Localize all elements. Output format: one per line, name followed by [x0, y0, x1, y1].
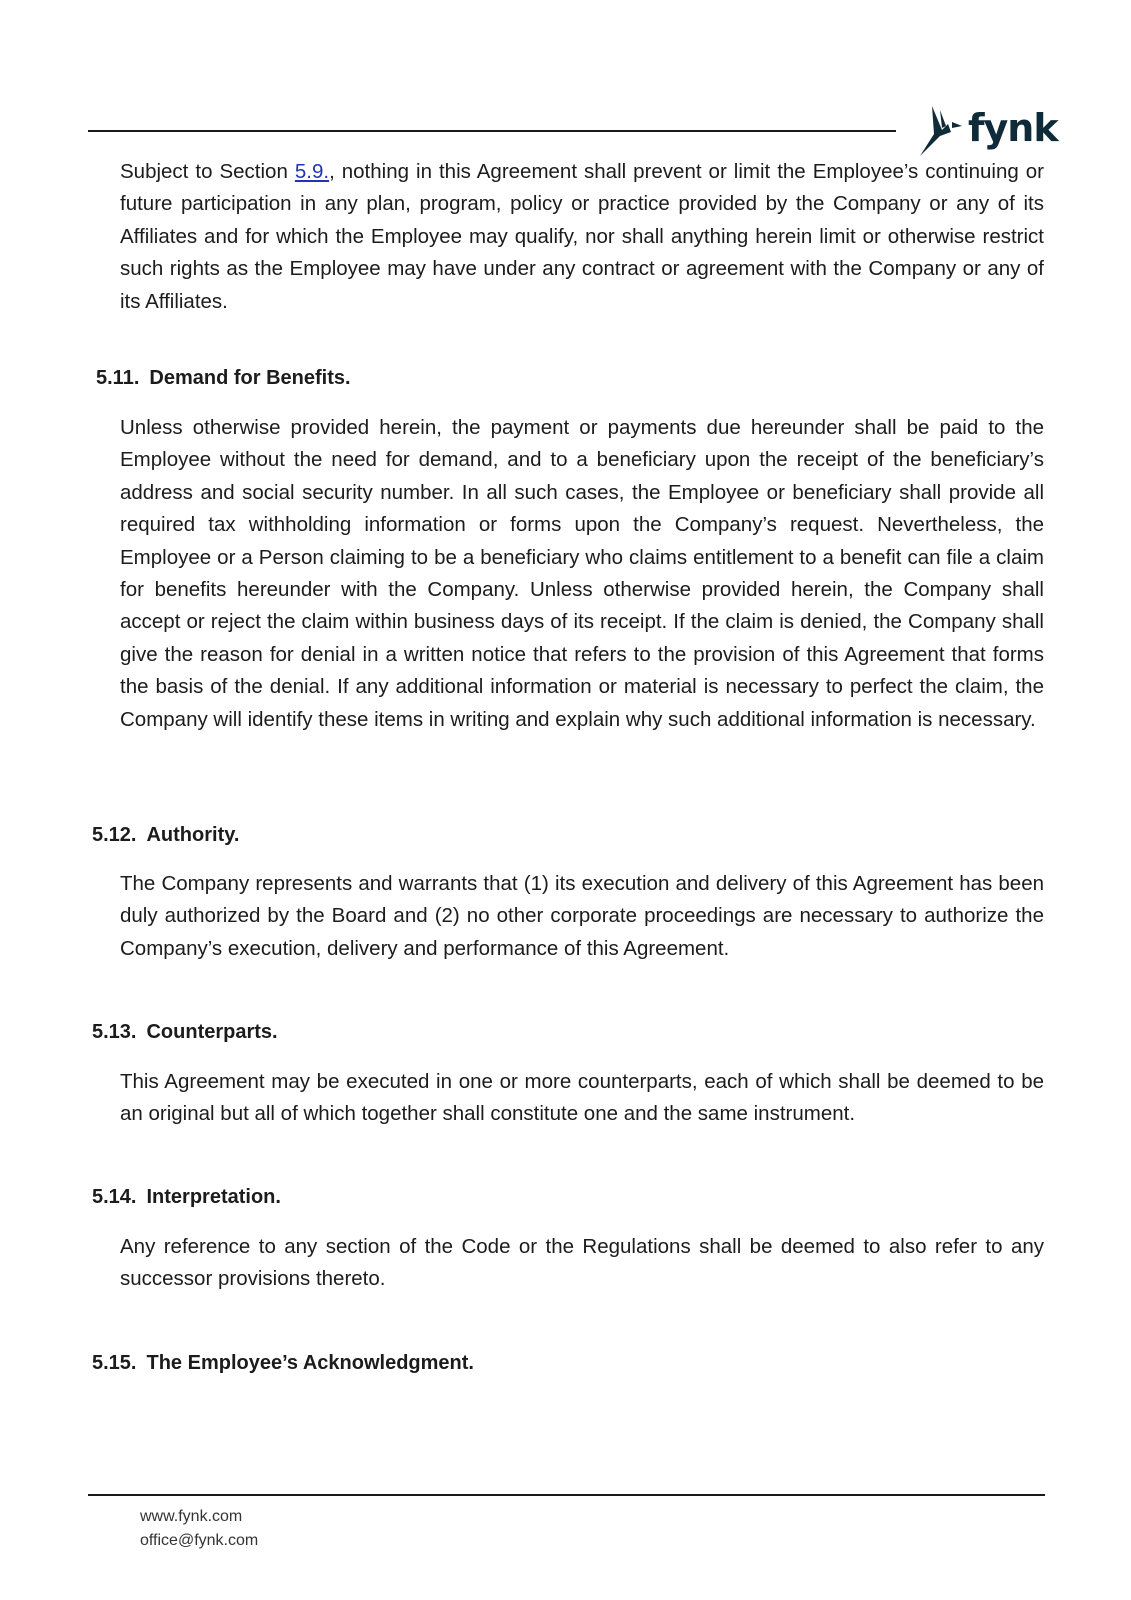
intro-text-after: , nothing in this Agreement shall prevent or limit the Employee’s continuing or future participation in any plan, program, policy or practice provided by the Company or any of its Affiliates and for which the Employee may qualify, nor shall anything herein limit or otherwise restrict such rights as the Employee may have under any contract or agreement with the Company or any of its Affiliates. — [120, 160, 1044, 313]
section-number: 5.15. — [92, 1352, 137, 1374]
intro-text-before: Subject to Section — [120, 160, 295, 183]
section-5-12-body: The Company represents and warrants that (1) its execution and delivery of this Agreement has been duly authorized by the Board and (2) no other corporate proceedings are necessary to authorize the Company’s execution, delivery and performance of this Agreement. — [120, 872, 1044, 960]
section-5-12-heading — [92, 822, 239, 848]
section-5-11-heading — [96, 365, 351, 391]
section-number: 5.14. — [92, 1186, 137, 1208]
intro-paragraph — [120, 156, 1044, 318]
section-5-15-heading — [92, 1350, 474, 1376]
section-title: Counterparts. — [146, 1021, 278, 1043]
section-number: 5.13. — [92, 1021, 137, 1043]
section-5-14-body: Any reference to any section of the Code or the Regulations shall be deemed to also refer to any successor provisions thereto. — [120, 1235, 1044, 1291]
section-title: Interpretation. — [146, 1186, 281, 1208]
section-number: 5.11. — [96, 367, 140, 389]
fynk-logo — [918, 104, 1058, 160]
section-5-13-heading — [92, 1019, 278, 1045]
footer-website[interactable]: www.fynk.com — [140, 1508, 243, 1525]
section-title: The Employee’s Acknowledgment. — [146, 1352, 474, 1374]
section-title: Demand for Benefits. — [149, 367, 351, 389]
header-divider — [88, 130, 896, 132]
section-5-11-body: Unless otherwise provided herein, the payment or payments due hereunder shall be paid to the Employee without the need for demand, and to a beneficiary upon the receipt of the beneficiary’s address and social security number. In all such cases, the Employee or beneficiary shall provide all required tax withholding information or forms upon the Company’s request. Nevertheless, the Employee or a Person claiming to be a beneficiary who claims entitlement to a benefit can file a claim for benefits hereunder with the Company. Unless otherwise provided herein, the Company shall accept or reject the claim within business days of its receipt. If the claim is denied, the Company shall give the reason for denial in a written notice that refers to the provision of this Agreement that forms the basis of the denial. If any additional information or material is necessary to perfect the claim, the Company will identify these items in writing and explain why such additional information is necessary. — [120, 416, 1044, 731]
section-5-9-link[interactable]: 5.9. — [294, 160, 330, 183]
section-number: 5.12. — [92, 824, 137, 846]
brand-name: fynk — [968, 106, 1058, 150]
footer-email[interactable]: office@fynk.com — [140, 1532, 259, 1549]
section-5-13-body: This Agreement may be executed in one or more counterparts, each of which shall be deemed to be an original but all of which together shall constitute one and the same instrument. — [120, 1070, 1044, 1126]
bird-icon — [918, 104, 968, 160]
section-5-14-heading — [92, 1184, 281, 1210]
footer-divider — [88, 1494, 1045, 1496]
section-title: Authority. — [146, 824, 240, 846]
